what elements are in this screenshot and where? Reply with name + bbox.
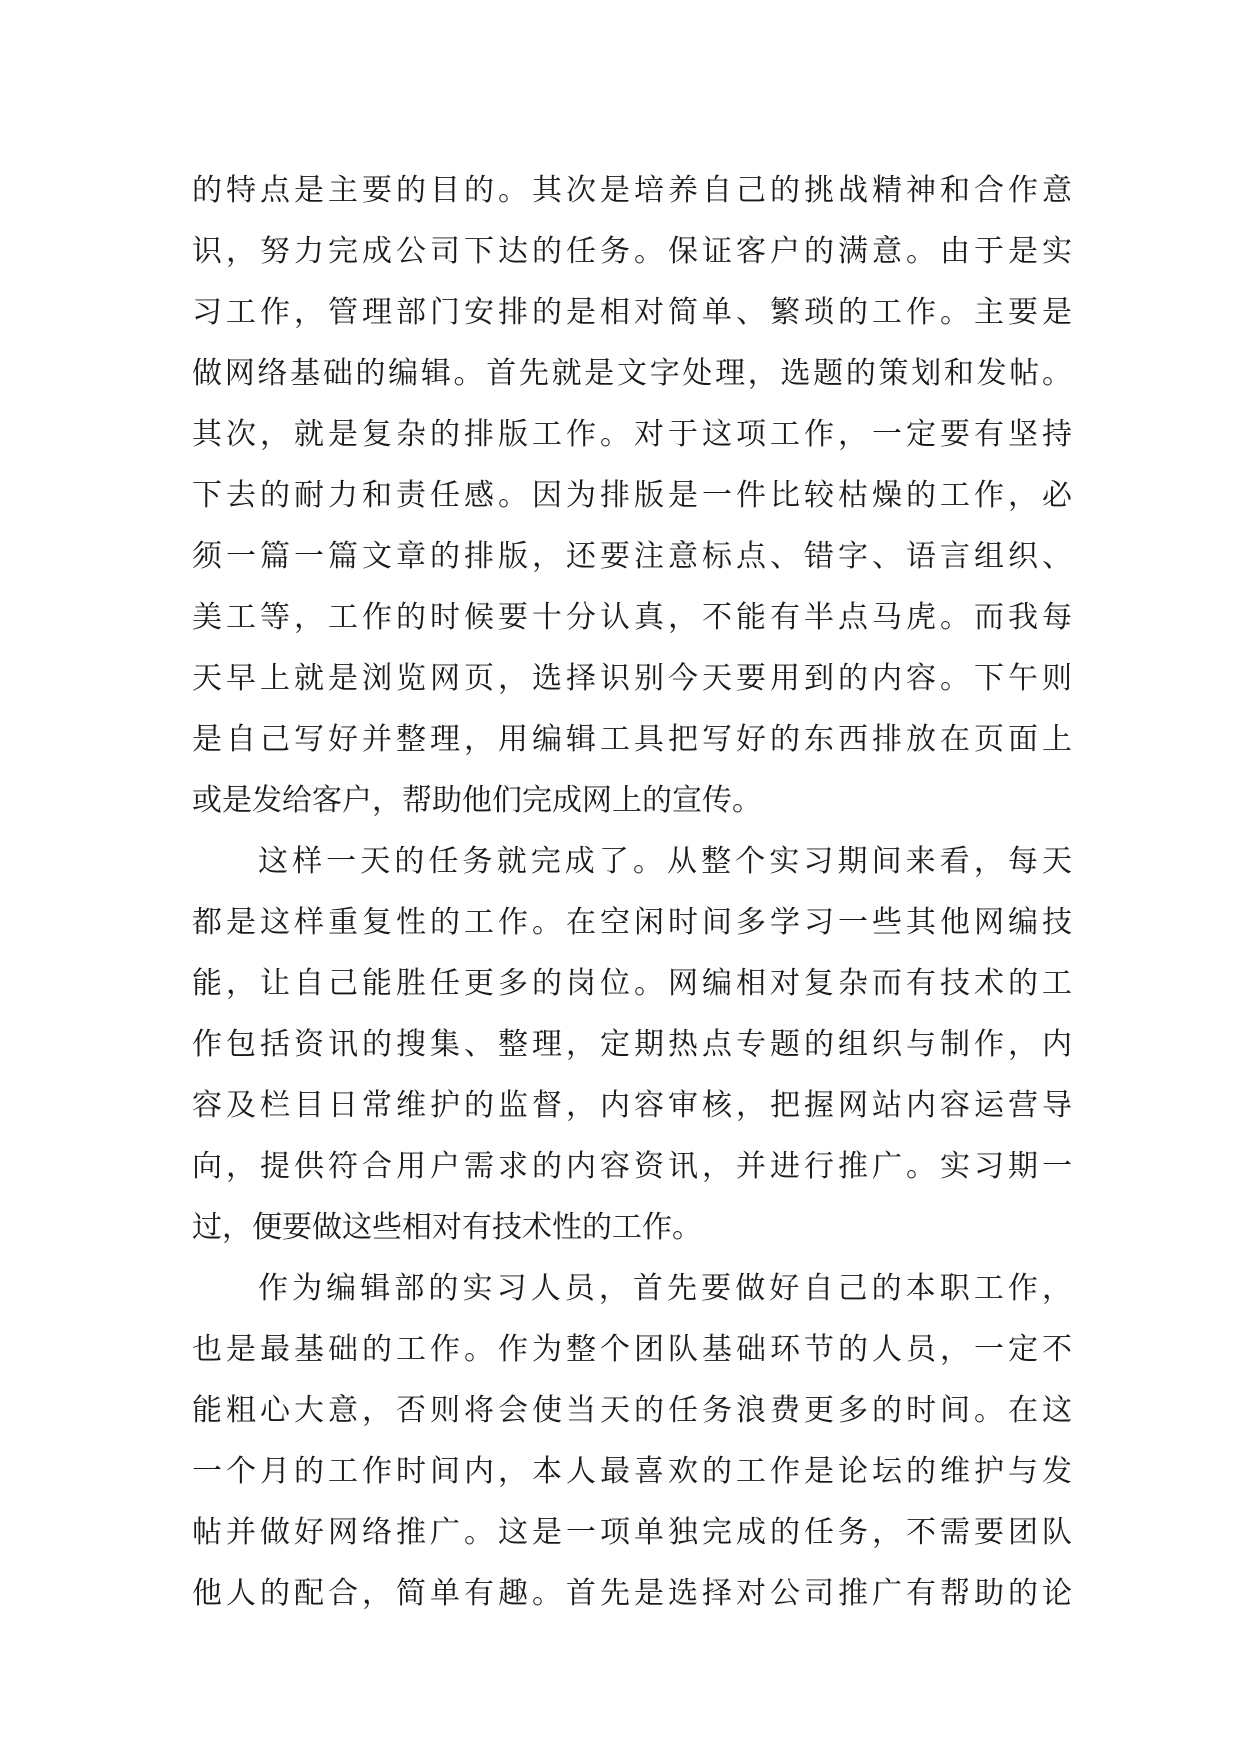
text-line: 识，努力完成公司下达的任务。保证客户的满意。由于是实 bbox=[192, 234, 1072, 269]
text-line: 过，便要做这些相对有技术性的工作。 bbox=[192, 1210, 702, 1245]
text-line: 天早上就是浏览网页，选择识别今天要用到的内容。下午则 bbox=[192, 661, 1072, 696]
text-line: 作包括资讯的搜集、整理，定期热点专题的组织与制作，内 bbox=[192, 1027, 1072, 1062]
body-text bbox=[192, 160, 1072, 1624]
text-line: 做网络基础的编辑。首先就是文字处理，选题的策划和发帖。 bbox=[192, 356, 1072, 391]
text-line: 下去的耐力和责任感。因为排版是一件比较枯燥的工作，必 bbox=[192, 478, 1072, 513]
text-line: 一个月的工作时间内，本人最喜欢的工作是论坛的维护与发 bbox=[192, 1454, 1072, 1489]
text-line: 帖并做好网络推广。这是一项单独完成的任务，不需要团队 bbox=[192, 1515, 1072, 1550]
text-line: 作为编辑部的实习人员，首先要做好自己的本职工作， bbox=[258, 1271, 1072, 1306]
text-line: 能，让自己能胜任更多的岗位。网编相对复杂而有技术的工 bbox=[192, 966, 1072, 1001]
text-line: 美工等，工作的时候要十分认真，不能有半点马虎。而我每 bbox=[192, 600, 1072, 635]
text-line: 须一篇一篇文章的排版，还要注意标点、错字、语言组织、 bbox=[192, 539, 1072, 574]
text-line: 容及栏目日常维护的监督，内容审核，把握网站内容运营导 bbox=[192, 1088, 1072, 1123]
text-line: 其次，就是复杂的排版工作。对于这项工作，一定要有坚持 bbox=[192, 417, 1072, 452]
text-line: 能粗心大意，否则将会使当天的任务浪费更多的时间。在这 bbox=[192, 1393, 1072, 1428]
text-line: 都是这样重复性的工作。在空闲时间多学习一些其他网编技 bbox=[192, 905, 1072, 940]
text-line: 习工作，管理部门安排的是相对简单、繁琐的工作。主要是 bbox=[192, 295, 1072, 330]
text-line: 他人的配合，简单有趣。首先是选择对公司推广有帮助的论 bbox=[192, 1576, 1072, 1611]
text-line: 也是最基础的工作。作为整个团队基础环节的人员，一定不 bbox=[192, 1332, 1072, 1367]
text-line: 这样一天的任务就完成了。从整个实习期间来看，每天 bbox=[258, 844, 1072, 879]
text-line: 向，提供符合用户需求的内容资讯，并进行推广。实习期一 bbox=[192, 1149, 1072, 1184]
text-line: 的特点是主要的目的。其次是培养自己的挑战精神和合作意 bbox=[192, 173, 1072, 208]
text-line: 是自己写好并整理，用编辑工具把写好的东西排放在页面上 bbox=[192, 722, 1072, 757]
text-line: 或是发给客户，帮助他们完成网上的宣传。 bbox=[192, 783, 762, 818]
